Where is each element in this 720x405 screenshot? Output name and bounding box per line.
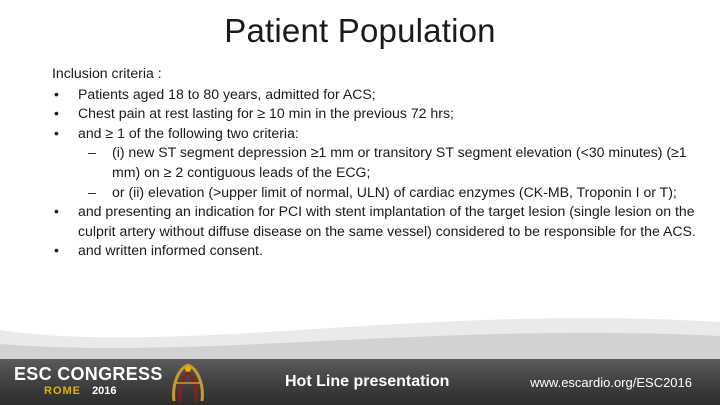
hot-line-presentation-label: Hot Line presentation (285, 373, 450, 390)
congress-name: ESC CONGRESS (14, 364, 163, 384)
bullet-item (52, 104, 698, 124)
bullet-marker: • (54, 105, 59, 122)
congress-crest-icon (168, 361, 208, 403)
slide-title: Patient Population (224, 12, 496, 49)
bullet-item (52, 241, 698, 261)
slide-content (52, 64, 698, 261)
bullet-text: and presenting an indication for PCI with stent implantation of the target lesion (single lesion on the culprit artery without diffuse disease on the same vessel) considered to be responsible for the ACS. (78, 203, 696, 239)
sub-bullet-marker: – (88, 144, 96, 161)
bullet-item (52, 124, 698, 144)
sub-bullet-item (52, 183, 698, 203)
bullet-text: and written informed consent. (78, 242, 263, 259)
sub-bullet-item (52, 143, 698, 182)
congress-url: www.escardio.org/ESC2016 (530, 375, 692, 390)
congress-location (44, 385, 117, 397)
bullet-marker: • (54, 85, 59, 102)
inclusion-criteria-heading: Inclusion criteria : (52, 65, 162, 81)
bullet-item (52, 202, 698, 241)
bullet-text: Chest pain at rest lasting for ≥ 10 min in the previous 72 hrs; (78, 105, 454, 122)
congress-city: ROME (44, 385, 81, 397)
congress-year: 2016 (92, 385, 117, 397)
sub-bullet-text: (i) new ST segment depression ≥1 mm or transitory ST segment elevation (<30 minutes) (≥1 mm) on ≥ 2 contiguous leads of the ECG; (112, 144, 687, 180)
footer-swoosh-decoration (0, 300, 720, 362)
footer-bar (0, 359, 720, 405)
bullet-marker: • (54, 203, 59, 220)
bullet-text: Patients aged 18 to 80 years, admitted for ACS; (78, 85, 376, 102)
bullet-item (52, 85, 698, 105)
sub-bullet-text: or (ii) elevation (>upper limit of normal, ULN) of cardiac enzymes (CK-MB, Troponin I or T); (112, 183, 677, 200)
bullet-marker: • (54, 124, 59, 141)
bullet-text: and ≥ 1 of the following two criteria: (78, 124, 299, 141)
sub-bullet-marker: – (88, 183, 96, 200)
bullet-marker: • (54, 242, 59, 259)
esc-congress-logo (14, 364, 174, 402)
